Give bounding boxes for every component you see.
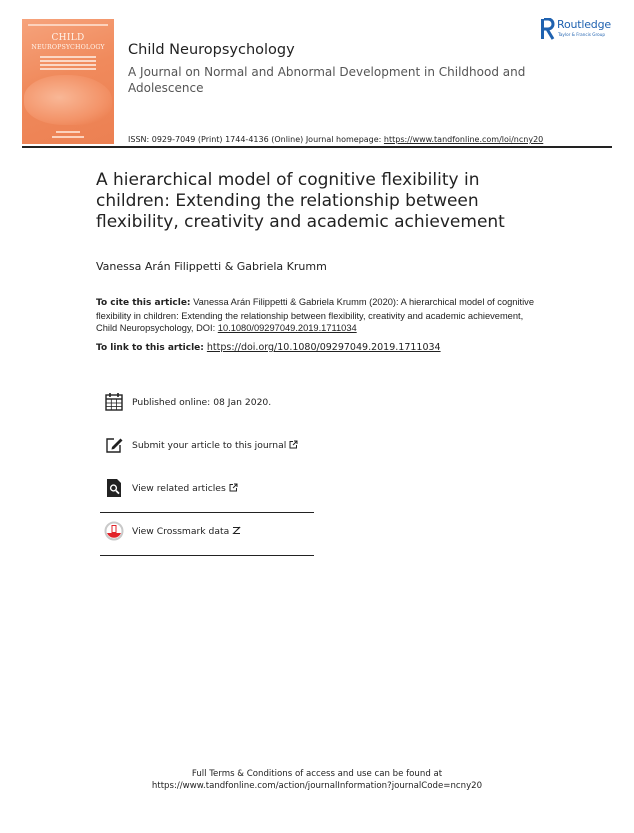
publisher-tagline: Taylor & Francis Group [558,32,606,37]
external-link-icon [229,483,238,492]
cover-title-line2: NEUROPSYCHOLOGY [31,44,105,51]
cite-label: To cite this article: [96,298,191,308]
issn-line [128,135,543,144]
publisher-name: Routledge [557,18,611,31]
submit-article-label[interactable]: Submit your article to this journal [132,440,287,451]
cover-title-line1: CHILD [51,33,85,43]
related-articles-label[interactable]: View related articles [132,483,226,494]
search-document-icon [104,478,124,498]
external-link-icon [289,440,298,449]
footer-terms-text: Full Terms & Conditions of access and use can be found at [191,769,443,779]
submit-article-item[interactable] [104,435,324,457]
crossmark-label[interactable]: View Crossmark data [132,526,230,537]
journal-name: Child Neuropsychology [128,42,295,58]
edit-icon [104,435,124,455]
footer [0,768,634,792]
article-doi-url-link[interactable]: https://doi.org/10.1080/09297049.2019.1711034 [206,342,441,353]
footer-journal-info-link[interactable]: https://www.tandfonline.com/action/journalInformation?journalCode=ncny20 [151,781,483,791]
crossmark-icon [104,521,124,541]
cite-text: Vanessa Arán Filippetti & Gabriela Krumm (2020): A hierarchical model of cognitive flexibility in children: Extending the relationship between flexibility, creativity and academic achievement, Child Neuropsychology, DOI: [96,297,535,333]
actions-divider [100,512,314,513]
header-divider [22,146,612,148]
journal-cover-image [22,19,114,144]
journal-homepage-link[interactable]: https://www.tandfonline.com/loi/ncny20 [383,135,544,144]
issn-text: ISSN: 0929-7049 (Print) 1744-4136 (Online) Journal homepage: [128,135,384,144]
related-articles-item[interactable] [104,478,324,500]
article-title: A hierarchical model of cognitive flexibility in children: Extending the relationship between flexibility, creativity and academic achievement [96,170,505,232]
doi-link[interactable]: 10.1080/09297049.2019.1711034 [217,323,357,333]
journal-subtitle: A Journal on Normal and Abnormal Development in Childhood and Adolescence [128,65,526,95]
routledge-logo[interactable] [540,18,616,40]
actions-divider-bottom [100,555,314,556]
calendar-icon [104,392,124,412]
published-online-label: Published online: 08 Jan 2020. [132,397,272,408]
crossmark-item[interactable] [104,521,324,543]
routledge-r-icon [540,18,555,40]
citation-block [96,296,546,335]
link-label: To link to this article: [96,343,204,353]
crossmark-external-icon [232,526,241,535]
article-authors: Vanessa Arán Filippetti & Gabriela Krumm [96,260,327,273]
article-link-line [96,342,441,353]
published-online-item [104,392,324,414]
